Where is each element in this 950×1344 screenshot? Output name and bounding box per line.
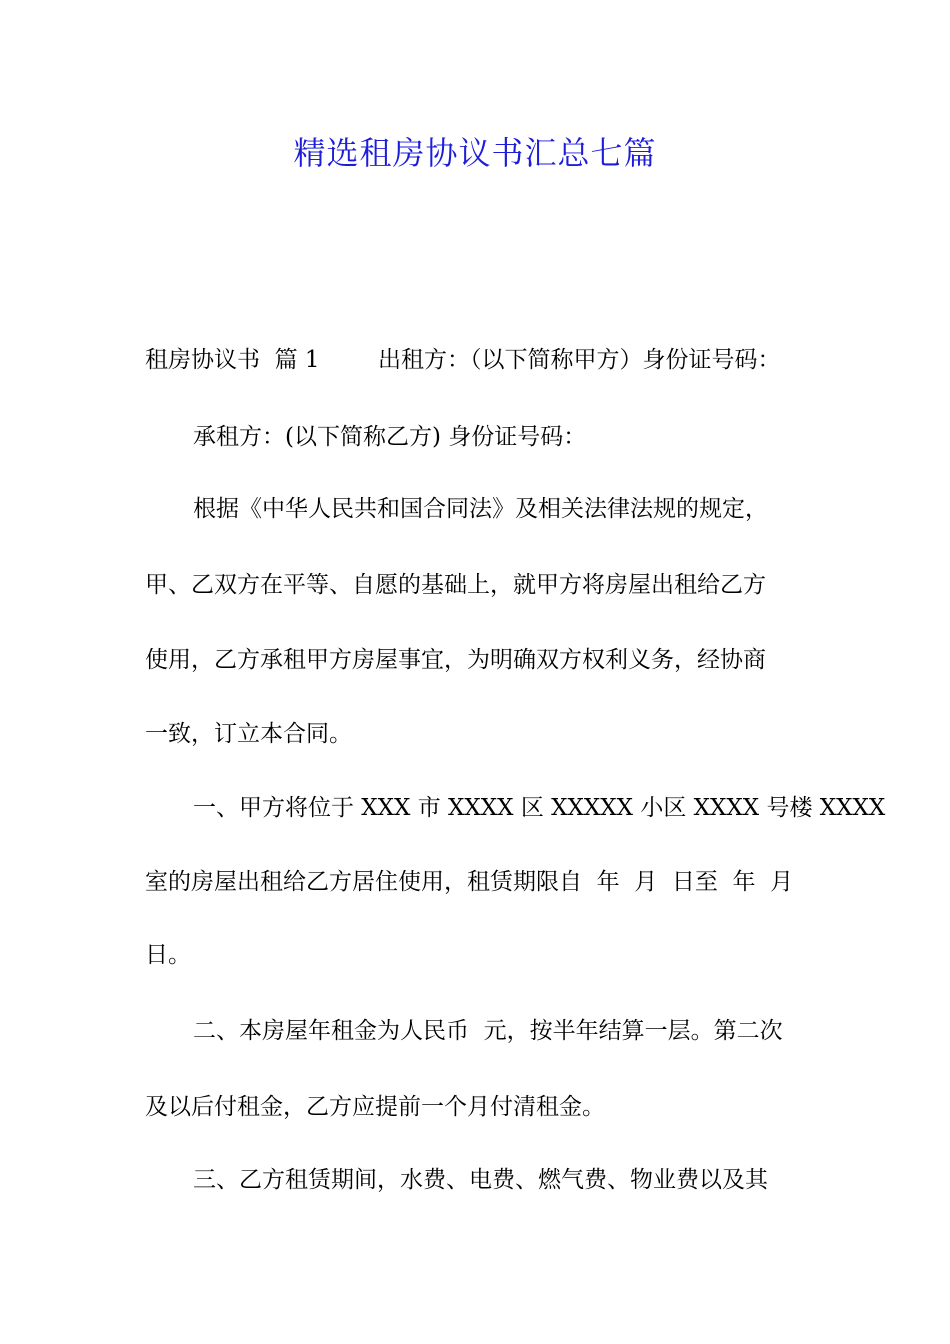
text-line-4: 甲、乙双方在平等、自愿的基础上，就甲方将房屋出租给乙方: [145, 572, 766, 598]
text-line-5: 使用，乙方承租甲方房屋事宜，为明确双方权利义务，经协商: [145, 647, 766, 673]
text-line-7: 一、甲方将位于 XXX 市 XXXX 区 XXXXX 小区 XXXX 号楼 XXXX: [193, 795, 886, 821]
text-line-3: 根据《中华人民共和国合同法》及相关法律法规的规定，: [193, 496, 768, 522]
text-line-9: 日。: [145, 942, 191, 968]
text-line-1: 租房协议书 篇 1 出租方：（以下简称甲方）身份证号码：: [145, 347, 781, 373]
text-line-6: 一致，订立本合同。: [145, 721, 352, 747]
text-line-10: 二、本房屋年租金为人民币 元，按半年结算一层。第二次: [193, 1018, 783, 1044]
document-title: 精选租房协议书汇总七篇: [293, 134, 657, 172]
text-line-11: 及以后付租金，乙方应提前一个月付清租金。: [145, 1094, 605, 1120]
text-line-2: 承租方：(以下简称乙方) 身份证号码：: [193, 424, 587, 450]
text-line-8: 室的房屋出租给乙方居住使用，租赁期限自 年 月 日至 年 月: [145, 869, 794, 895]
text-line-12: 三、乙方租赁期间，水费、电费、燃气费、物业费以及其: [193, 1167, 768, 1193]
